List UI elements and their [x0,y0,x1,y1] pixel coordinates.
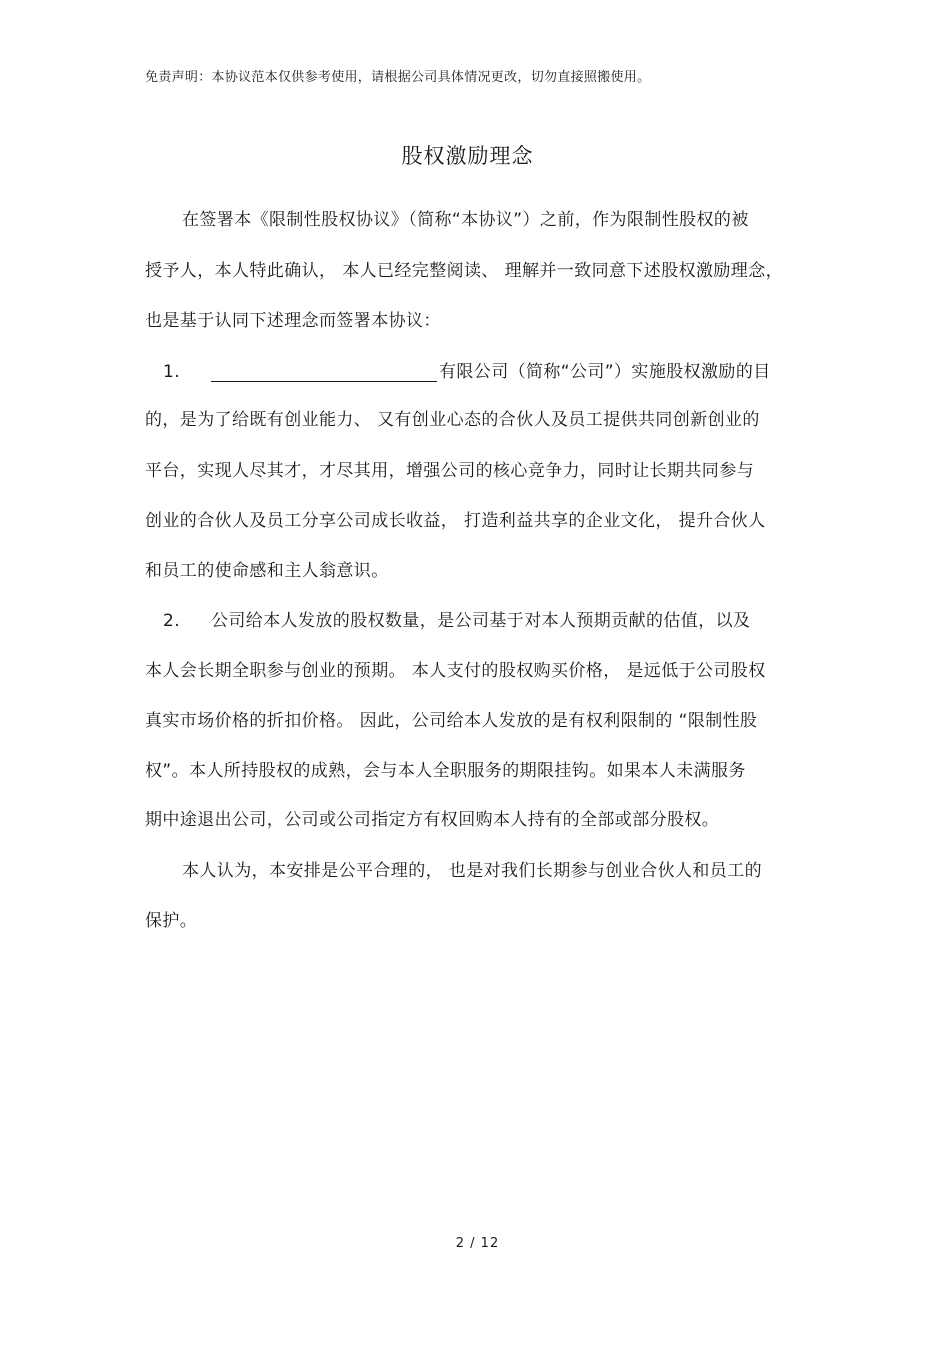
clause-line: 真实市场价格的折扣价格。 因此，公司给本人发放的是有权利限制的 “限制性股 [145,711,758,731]
page-indicator: 2 / 12 [455,1236,500,1251]
intro-line: 授予人，本人特此确认， 本人已经完整阅读、 理解并一致同意下述股权激励理念， [145,261,784,281]
closing-line: 保护。 [145,911,198,931]
company-name-blank [211,361,437,382]
clause-line: 本人会长期全职参与创业的预期。 本人支付的股权购买价格， 是远低于公司股权 [145,661,766,681]
clause-line: 和员工的使命感和主人翁意识。 [145,561,389,581]
clause-2-first-line [145,606,750,631]
intro-line: 在签署本《限制性股权协议》（简称“本协议”）之前，作为限制性股权的被 [182,210,749,230]
clause-text: 有限公司（简称“公司”）实施股权激励的目 [439,362,771,382]
clause-number: 2. [163,611,181,631]
clause-line: 的，是为了给既有创业能力、 又有创业心态的合伙人及员工提供共同创新创业的 [145,410,760,430]
clause-text: 公司给本人发放的股权数量，是公司基于对本人预期贡献的估值，以及 [211,611,751,631]
clause-line: 平台，实现人尽其才，才尽其用，增强公司的核心竞争力，同时让长期共同参与 [145,461,754,481]
document-title: 股权激励理念 [401,144,534,168]
clause-line: 权”。本人所持股权的成熟，会与本人全职服务的期限挂钩。如果本人未满服务 [145,761,746,781]
clause-line: 创业的合伙人及员工分享公司成长收益， 打造利益共享的企业文化， 提升合伙人 [145,511,766,531]
clause-number: 1. [163,362,181,382]
intro-line: 也是基于认同下述理念而签署本协议： [145,311,441,331]
closing-line: 本人认为，本安排是公平合理的， 也是对我们长期参与创业合伙人和员工的 [182,861,763,881]
clause-line: 期中途退出公司，公司或公司指定方有权回购本人持有的全部或部分股权。 [145,810,720,830]
clause-1-first-line [145,357,771,382]
disclaimer: 免责声明：本协议范本仅供参考使用，请根据公司具体情况更改，切勿直接照搬使用。 [145,70,651,85]
